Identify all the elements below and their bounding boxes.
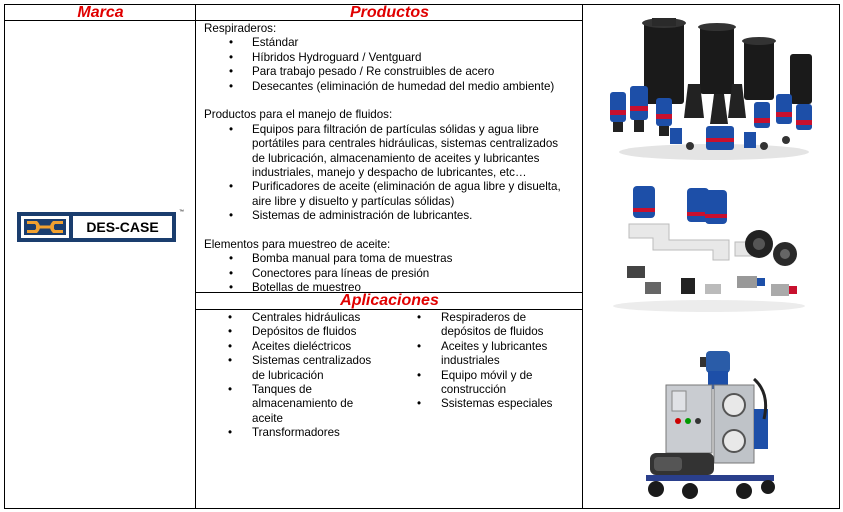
des-case-logo	[17, 212, 176, 242]
item-text-line: Transformadores	[252, 426, 340, 440]
list-item	[204, 36, 579, 50]
section-title: Productos para el manejo de fluidos:	[204, 108, 393, 122]
logo-text: DES-CASE	[86, 219, 159, 235]
products-list	[204, 22, 579, 296]
item-text	[441, 369, 533, 396]
applications-left-list	[196, 311, 396, 441]
item-text	[252, 36, 298, 49]
item-text-line: Sistemas de administración de lubricantes.	[252, 209, 473, 223]
list-item	[204, 65, 579, 79]
item-text-line: Aceites dieléctricos	[252, 339, 352, 353]
item-text-line: Bomba manual para toma de muestras	[252, 252, 453, 266]
bullet-icon: •	[228, 426, 233, 440]
item-text	[252, 340, 351, 353]
bullet-icon: •	[229, 65, 234, 79]
bullet-icon: •	[417, 368, 422, 382]
item-text-line: Sistemas centralizados	[252, 354, 372, 368]
bullet-icon: •	[229, 50, 234, 64]
item-text-line: Respiraderos de	[441, 311, 527, 324]
list-item	[204, 281, 579, 295]
bullet-icon: •	[228, 354, 233, 368]
item-text	[252, 51, 422, 64]
item-text-line: Para trabajo pesado / Re construibles de acero	[252, 65, 495, 79]
item-text-line: industriales, manejo y despacho de lubricantes, etc…	[252, 166, 527, 180]
item-text-line: Purificadores de aceite (eliminación de agua libre y disuelta,	[252, 180, 561, 194]
item-text-line: aire libre y disuelto y partículas sólidas)	[252, 194, 455, 208]
section-items	[204, 123, 579, 224]
item-text-line: Depósitos de fluidos	[252, 325, 357, 339]
item-text	[252, 123, 558, 179]
item-text	[252, 80, 554, 93]
bullet-icon: •	[417, 311, 422, 324]
product-section	[204, 22, 579, 94]
bullet-icon: •	[228, 311, 233, 324]
item-text	[441, 340, 547, 367]
section-items	[204, 252, 579, 295]
item-text	[252, 426, 340, 439]
item-text-line: Estándar	[252, 36, 299, 50]
item-text	[441, 311, 543, 338]
item-text	[252, 209, 472, 222]
product-section	[204, 108, 579, 223]
bullet-icon: •	[229, 122, 234, 136]
item-text-line: depósitos de fluidos	[441, 325, 544, 339]
list-item	[204, 180, 579, 209]
item-text-line: portátiles para centrales hidráulicas, sistemas centralizados	[252, 137, 559, 151]
item-text-line: Híbridos Hydroguard / Ventguard	[252, 50, 422, 64]
breathers-photo	[604, 14, 817, 162]
item-text	[252, 325, 356, 338]
list-item	[204, 252, 579, 266]
item-text-line: Ssistemas especiales	[441, 397, 553, 411]
item-text	[252, 180, 561, 207]
trademark-symbol: ™	[179, 209, 184, 215]
bullet-icon: •	[229, 36, 234, 50]
list-item	[385, 397, 585, 411]
bullet-icon: •	[228, 339, 233, 353]
item-text-line: de lubricación, almacenamiento de aceites y lubricantes	[252, 151, 540, 165]
item-text-line: Conectores para líneas de presión	[252, 266, 430, 280]
list-item	[204, 51, 579, 65]
bullet-icon: •	[229, 180, 234, 194]
list-item	[204, 80, 579, 94]
bullet-icon: •	[229, 79, 234, 93]
products-header: Productos	[349, 4, 430, 21]
item-text-line: Equipos para filtración de partículas sólidas y agua libre	[252, 122, 539, 136]
list-item	[196, 383, 396, 426]
section-title: Respiraderos:	[204, 22, 277, 35]
list-item	[196, 426, 396, 440]
item-text-line: Desecantes (eliminación de humedad del medio ambiente)	[252, 79, 555, 93]
section-items	[204, 36, 579, 94]
item-text-line: almacenamiento de	[252, 397, 354, 411]
item-text-line: Botellas de muestreo	[252, 281, 361, 295]
bullet-icon: •	[228, 383, 233, 397]
item-text	[441, 397, 552, 410]
list-item	[385, 340, 585, 369]
applications-header: Aplicaciones	[340, 292, 439, 309]
bullet-icon: •	[417, 397, 422, 411]
sampling-components-photo	[609, 178, 814, 313]
item-text	[252, 267, 429, 280]
item-text-line: aceite	[252, 411, 283, 425]
applications-items	[196, 311, 396, 441]
item-text-line: Aceites y lubricantes	[441, 339, 548, 353]
applications-items	[385, 311, 585, 412]
list-item	[385, 311, 585, 340]
item-text-line: Centrales hidráulicas	[252, 311, 361, 324]
item-text-line: construcción	[441, 383, 507, 397]
bullet-icon: •	[417, 339, 422, 353]
applications-right-list	[385, 311, 585, 412]
list-item	[204, 267, 579, 281]
item-text	[252, 354, 371, 381]
item-text	[252, 65, 494, 78]
item-text-line: Equipo móvil y de	[441, 368, 533, 382]
list-item	[385, 369, 585, 398]
brand-header: Marca	[77, 4, 124, 21]
list-item	[196, 340, 396, 354]
bullet-icon: •	[228, 325, 233, 339]
bullet-icon: •	[229, 252, 234, 266]
bullet-icon: •	[229, 266, 234, 280]
list-item	[196, 311, 396, 325]
item-text-line: industriales	[441, 354, 500, 368]
bullet-icon: •	[229, 281, 234, 295]
list-item	[204, 123, 579, 181]
product-section	[204, 238, 579, 296]
list-item	[196, 325, 396, 339]
list-item	[196, 354, 396, 383]
filtration-cart-photo	[644, 349, 776, 502]
item-text	[252, 383, 353, 425]
item-text	[252, 281, 361, 294]
bullet-icon: •	[229, 209, 234, 223]
section-title: Elementos para muestreo de aceite:	[204, 238, 391, 252]
item-text-line: Tanques de	[252, 383, 312, 397]
item-text	[252, 311, 360, 324]
item-text-line: de lubricación	[252, 368, 324, 382]
item-text	[252, 252, 452, 265]
list-item	[204, 209, 579, 223]
